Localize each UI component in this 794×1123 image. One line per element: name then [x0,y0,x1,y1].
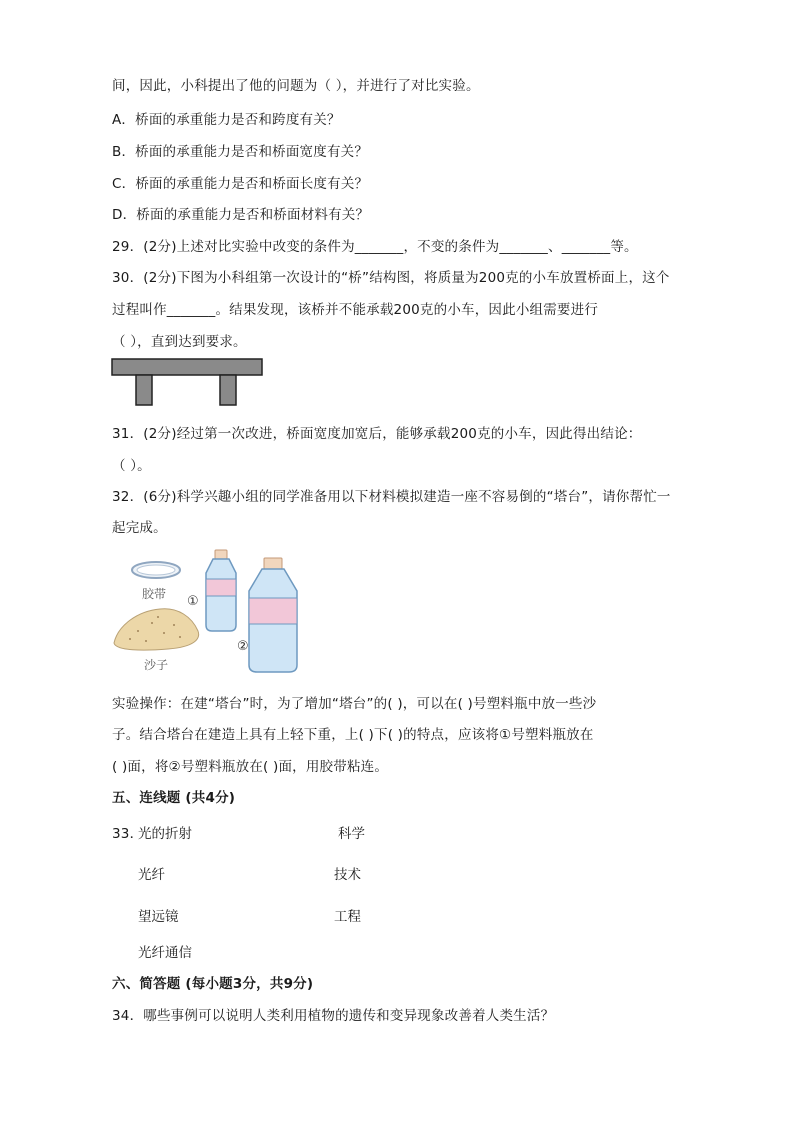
q28-option-a: A．桥面的承重能力是否和跨度有关？ [112,112,341,128]
q30-line2: 过程叫作_______。结果发现，该桥并不能承载200克的小车，因此小组需要进行 [112,302,599,318]
q32-operation-line2: 子。结合塔台在建造上具有上轻下重，上( )下( )的特点，应该将①号塑料瓶放在 [112,727,594,743]
intro-line: 间，因此，小科提出了他的问题为（ ），并进行了对比实验。 [112,78,480,94]
q33-prefix: 33． [112,826,144,842]
bottle-1-icon [206,550,236,631]
q32-line2: 起完成。 [112,520,167,536]
match-left-item-2: 光纤 [138,867,165,883]
sand-label: 沙子 [144,658,169,672]
q29-text: 29．(2分)上述对比实验中改变的条件为_______，不变的条件为_______、_______等。 [112,239,638,255]
bridge-pier-right [220,375,236,405]
match-right-item-3: 工程 [334,909,361,925]
q30-line1: 30．(2分)下图为小科组第一次设计的“桥”结构图，将质量为200克的小车放置桥面上，这个 [112,270,670,286]
q32-operation-line1: 实验操作：在建“塔台”时，为了增加“塔台”的( )，可以在( )号塑料瓶中放一些沙 [112,696,597,712]
tape-roll-icon [132,562,180,578]
q32-operation-line3: ( )面，将②号塑料瓶放在( )面，用胶带粘连。 [112,759,389,775]
match-left-item-1: 光的折射 [138,826,192,842]
match-right-item-1: 科学 [338,826,365,842]
q28-option-b: B．桥面的承重能力是否和桥面宽度有关？ [112,144,369,160]
sand-pile-icon [114,609,199,650]
match-right-item-2: 技术 [334,867,361,883]
tape-label: 胶带 [142,587,167,601]
bridge-pier-left [136,375,152,405]
materials-figure [108,545,308,677]
bridge-deck [112,359,262,375]
bottle-1-label: ① [187,594,199,609]
bridge-figure [110,356,266,408]
section6-title: 六、简答题 (每小题3分，共9分) [112,976,314,992]
match-left-item-4: 光纤通信 [138,945,192,961]
q34-text: 34．哪些事例可以说明人类利用植物的遗传和变异现象改善着人类生活？ [112,1008,555,1024]
q28-option-c: C．桥面的承重能力是否和桥面长度有关？ [112,176,369,192]
section5-title: 五、连线题 (共4分) [112,790,236,806]
match-left-item-3: 望远镜 [138,909,179,925]
q32-line1: 32．(6分)科学兴趣小组的同学准备用以下材料模拟建造一座不容易倒的“塔台”，请你帮忙一 [112,489,671,505]
q28-option-d: D．桥面的承重能力是否和桥面材料有关？ [112,207,370,223]
bottle-2-icon [249,558,297,672]
q31-line2: （ ）。 [112,458,151,474]
bottle-2-label: ② [237,639,249,654]
q31-line1: 31．(2分)经过第一次改进，桥面宽度加宽后，能够承载200克的小车，因此得出结论： [112,426,642,442]
q30-line3: （ ），直到达到要求。 [112,334,247,350]
